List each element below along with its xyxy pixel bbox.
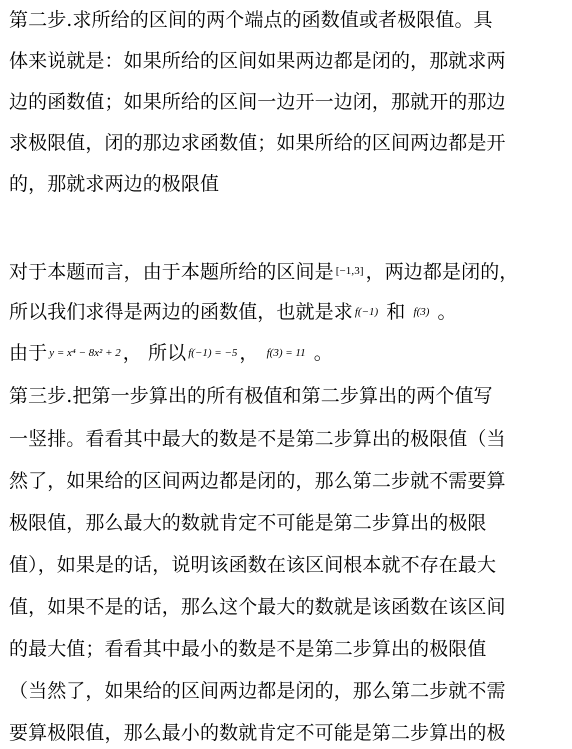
step3-line-6: 值，如果不是的话，那么这个最大的数就是该函数在该区间 [9, 596, 506, 618]
step2-line-5: 的，那就求两边的极限值 [9, 173, 220, 195]
step3-line-2: 一竖排。看看其中最大的数是不是第二步算出的极限值（当 [9, 428, 506, 450]
interval-formula: [−1,3] [335, 265, 364, 277]
example-text: 。 [431, 301, 457, 323]
example-line-1 [9, 260, 518, 283]
step2-line-1: 第二步.求所给的区间的两个端点的函数值或者极限值。具 [9, 9, 493, 31]
step3-line-8: （当然了，如果给的区间两边都是闭的，那么第二步就不需 [9, 680, 506, 702]
example-text: ，两边都是闭的， [365, 261, 519, 283]
example-text: 和 [380, 301, 412, 323]
example-line-3 [9, 342, 333, 364]
step3-line-4: 极限值，那么最大的数就肯定不可能是第二步算出的极限 [9, 512, 487, 534]
f-right-value-formula: f(3) = 11 [266, 347, 306, 359]
function-formula: y = x⁴ − 8x² + 2 [49, 347, 121, 359]
step3-line-1: 第三步.把第一步算出的所有极值和第二步算出的两个值写 [9, 385, 493, 407]
step3-line-5: 值），如果是的话，说明该函数在该区间根本就不存在最大 [9, 554, 497, 576]
step2-line-3: 边的函数值；如果所给的区间一边开一边闭，那就开的那边 [9, 91, 506, 113]
f-left-value-formula: f(−1) = −5 [188, 347, 238, 359]
step3-line-9: 要算极限值，那么最小的数就肯定不可能是第二步算出的极 [9, 722, 506, 744]
f-left-formula: f(−1) [354, 306, 379, 318]
example-line-2 [9, 301, 457, 323]
step2-line-4: 求极限值，闭的那边求函数值；如果所给的区间两边都是开 [9, 132, 506, 154]
example-text: 所以我们求得是两边的函数值，也就是求 [9, 301, 353, 323]
step2-line-2: 体来说就是：如果所给的区间如果两边都是闭的，那就求两 [9, 50, 506, 72]
step3-line-7: 的最大值；看看其中最小的数是不是第二步算出的极限值 [9, 638, 487, 660]
example-text: 由于 [9, 342, 48, 364]
example-text: 对于本题而言，由于本题所给的区间是 [9, 261, 334, 283]
example-text: 。 [307, 342, 333, 364]
f-right-formula: f(3) [413, 306, 430, 318]
step3-line-3: 然了，如果给的区间两边都是闭的，那么第二步就不需要算 [9, 470, 506, 492]
example-text: ， [239, 342, 265, 364]
example-text: ， 所以 [122, 342, 187, 364]
